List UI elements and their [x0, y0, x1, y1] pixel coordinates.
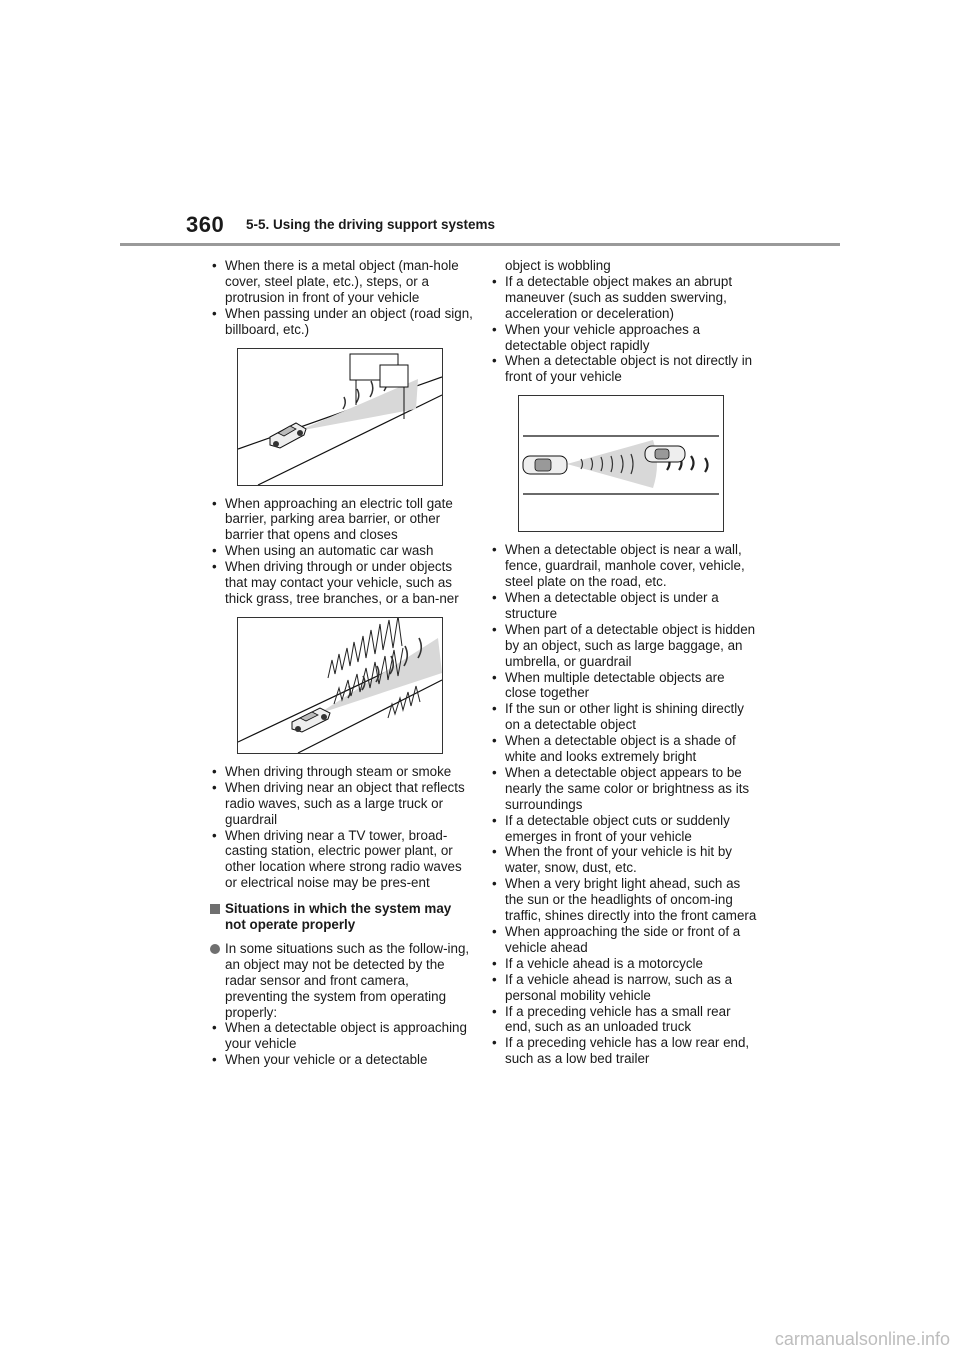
list-item: • If a detectable object cuts or suddenly emerges in front of your vehicle	[490, 813, 758, 845]
right-list-b	[490, 542, 758, 1067]
watermark: carmanualsonline.info	[774, 1329, 950, 1349]
list-item: • When driving through or under objects that may contact your vehicle, such as thick grass, tree branches, or a ban-ner	[210, 559, 475, 607]
left-column	[210, 258, 475, 1068]
list-item: • If a preceding vehicle has a small rear end, such as an unloaded truck	[490, 1004, 758, 1036]
list-item: • When a detectable object is under a structure	[490, 590, 758, 622]
list-item: • When passing under an object (road sign, billboard, etc.)	[210, 306, 475, 338]
section-title: 5-5. Using the driving support systems	[246, 217, 496, 232]
list-item: • If the sun or other light is shining directly on a detectable object	[490, 701, 758, 733]
list-item: • When a detectable object is near a wall, fence, guardrail, manhole cover, vehicle, steel plate on the road, etc.	[490, 542, 758, 590]
list-item: • When a detectable object appears to be nearly the same color or brightness as its surroundings	[490, 765, 758, 813]
header-divider	[120, 243, 840, 246]
billboard-radar-illustration	[237, 348, 443, 486]
continued-text: object is wobbling	[505, 258, 611, 273]
left-list-b	[210, 496, 475, 607]
list-item: • When part of a detectable object is hidden by an object, such as large baggage, an umbrella, or guardrail	[490, 622, 758, 670]
list-item: • When a very bright light ahead, such as the sun or the headlights of oncom-ing traffic, shines directly into the front camera	[490, 876, 758, 924]
list-item: • When driving near a TV tower, broad-casting station, electric power plant, or other location where strong radio waves or electrical noise may be pres-ent	[210, 828, 475, 892]
list-item: • When driving through steam or smoke	[210, 764, 475, 780]
list-item: • When there is a metal object (man-hole cover, steel plate, etc.), steps, or a protrusion in front of your vehicle	[210, 258, 475, 306]
thick-grass-illustration	[237, 617, 443, 754]
list-item: • If a vehicle ahead is a motorcycle	[490, 956, 758, 972]
list-item: • When your vehicle or a detectable	[210, 1052, 475, 1068]
left-list-d	[210, 1020, 475, 1068]
list-item: • When driving near an object that reflects radio waves, such as a large truck or guardrail	[210, 780, 475, 828]
left-list-c	[210, 764, 475, 891]
left-list-a	[210, 258, 475, 338]
square-bullet-icon	[210, 904, 220, 914]
list-item: • When multiple detectable objects are close together	[490, 670, 758, 702]
list-item: • When using an automatic car wash	[210, 543, 475, 559]
paragraph-text: In some situations such as the follow-ing, an object may not be detected by the radar sensor and front camera, preventing the system from operating properly:	[225, 940, 470, 1020]
intro-paragraph	[210, 941, 475, 1021]
list-item: • When a detectable object is approaching your vehicle	[210, 1020, 475, 1052]
list-item: • When your vehicle approaches a detectable object rapidly	[490, 322, 758, 354]
list-item: • If a preceding vehicle has a low rear end, such as a low bed trailer	[490, 1035, 758, 1067]
right-column	[490, 258, 758, 1067]
subheading-text: Situations in which the system may not operate properly	[225, 901, 452, 933]
right-list-a	[490, 274, 758, 385]
subheading	[210, 901, 475, 933]
list-item: • If a detectable object makes an abrupt maneuver (such as sudden swerving, acceleration or deceleration)	[490, 274, 758, 322]
circle-bullet-icon	[210, 944, 220, 954]
list-item: • When a detectable object is not directly in front of your vehicle	[490, 353, 758, 385]
offset-vehicle-illustration	[518, 395, 724, 532]
list-item: • When the front of your vehicle is hit by water, snow, dust, etc.	[490, 844, 758, 876]
list-item: • When approaching an electric toll gate barrier, parking area barrier, or other barrier that opens and closes	[210, 496, 475, 544]
list-item: • If a vehicle ahead is narrow, such as a personal mobility vehicle	[490, 972, 758, 1004]
list-item: • When approaching the side or front of a vehicle ahead	[490, 924, 758, 956]
page-number: 360	[186, 212, 225, 237]
list-item: • When a detectable object is a shade of white and looks extremely bright	[490, 733, 758, 765]
